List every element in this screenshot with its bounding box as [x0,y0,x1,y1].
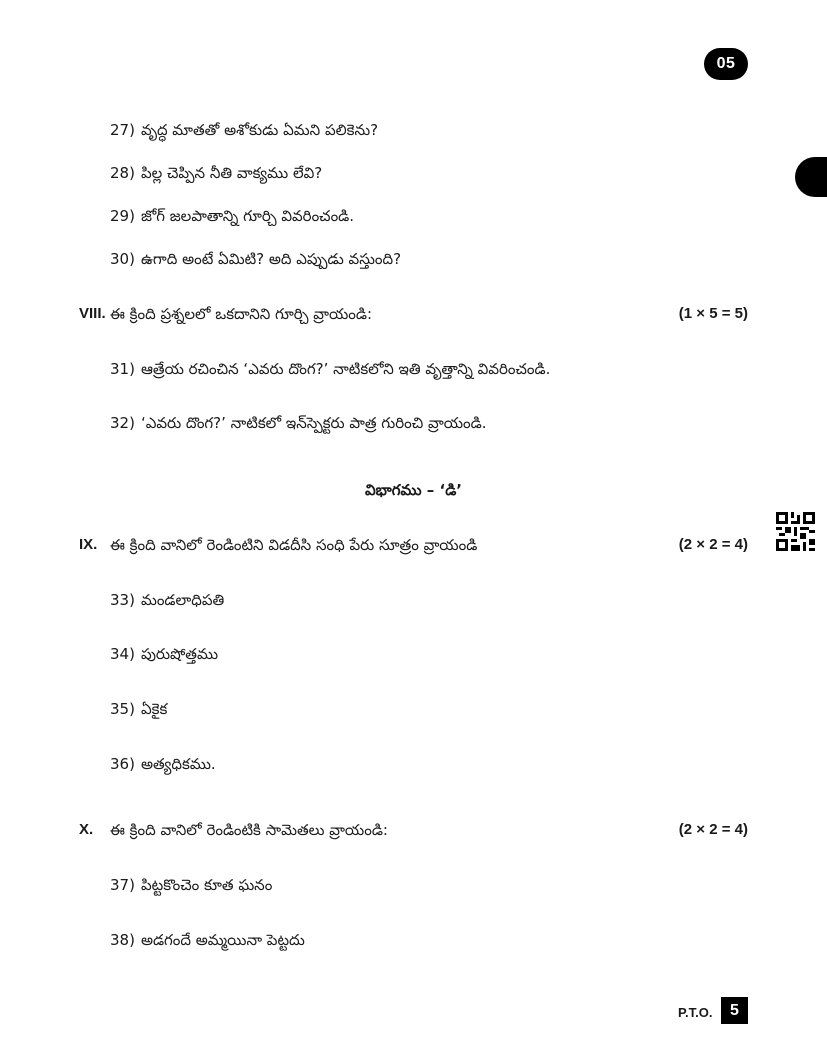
question-number: 29) [110,207,135,225]
question-27 [110,120,378,140]
question-number: 37) [110,876,135,894]
section-instruction-viii: ఈ క్రింది ప్రశ్నలలో ఒకదానిని గూర్చి వ్రాయండి: [110,305,373,323]
question-30 [110,249,401,269]
question-36 [110,754,216,774]
question-number: 31) [110,360,135,378]
qr-code-icon [776,512,815,551]
page-number: 5 [721,997,748,1024]
section-number-x: X. [79,821,94,838]
question-number: 35) [110,700,135,718]
question-number: 28) [110,164,135,182]
question-text: ఏకైక [140,700,168,718]
question-32 [110,413,486,433]
section-instruction-x: ఈ క్రింది వానిలో రెండింటికి సామెతలు వ్రాయండి: [110,821,388,839]
question-35 [110,699,167,719]
question-number: 33) [110,591,135,609]
page-badge: 05 [704,48,748,80]
question-text: అడగందే అమ్మయినా పెట్టదు [140,931,305,949]
question-text: పిట్టకొంచెం కూత ఘనం [140,876,273,894]
section-marks-x: (2 × 2 = 4) [678,821,748,838]
question-text: ‘ఎవరు దొంగ?’ నాటికలో ఇన్‌స్పెక్టరు పాత్ర గురించి వ్రాయండి. [140,414,487,432]
question-number: 38) [110,931,135,949]
question-38 [110,930,305,950]
part-heading: విభాగము – ‘డి’ [365,481,462,499]
question-28 [110,163,322,183]
question-text: పురుషోత్తము [140,645,219,663]
question-34 [110,644,218,664]
question-text: అత్యధికము. [140,755,216,773]
section-marks-ix: (2 × 2 = 4) [678,536,748,553]
question-number: 36) [110,755,135,773]
question-text: జోగ్ జలపాతాన్ని గూర్చి వివరించండి. [140,207,355,225]
question-31 [110,359,550,379]
question-text: ఆత్రేయ రచించిన ‘ఎవరు దొంగ?’ నాటికలోని ఇతి వృత్తాన్ని వివరించండి. [140,360,551,378]
question-number: 34) [110,645,135,663]
section-number-ix: IX. [79,536,98,553]
section-instruction-ix: ఈ క్రింది వానిలో రెండింటిని విడదీసి సంధి పేరు సూత్రం వ్రాయండి [110,536,478,554]
question-number: 32) [110,414,135,432]
question-33 [110,590,224,610]
question-text: మండలాధిపతి [140,591,225,609]
question-text: ఉగాది అంటే ఏమిటి? అది ఎప్పుడు వస్తుంది? [140,250,402,268]
question-number: 27) [110,121,135,139]
edge-tab-marker [795,157,827,197]
pto-label: P.T.O. [678,1005,713,1020]
section-number-viii: VIII. [79,305,106,322]
section-marks-viii: (1 × 5 = 5) [678,305,748,322]
question-text: పిల్ల చెప్పిన నీతి వాక్యము లేవి? [140,164,323,182]
question-29 [110,206,354,226]
question-37 [110,875,272,895]
question-number: 30) [110,250,135,268]
question-text: వృద్ధ మాతతో అశోకుడు ఏమని పలికెను? [140,121,379,139]
